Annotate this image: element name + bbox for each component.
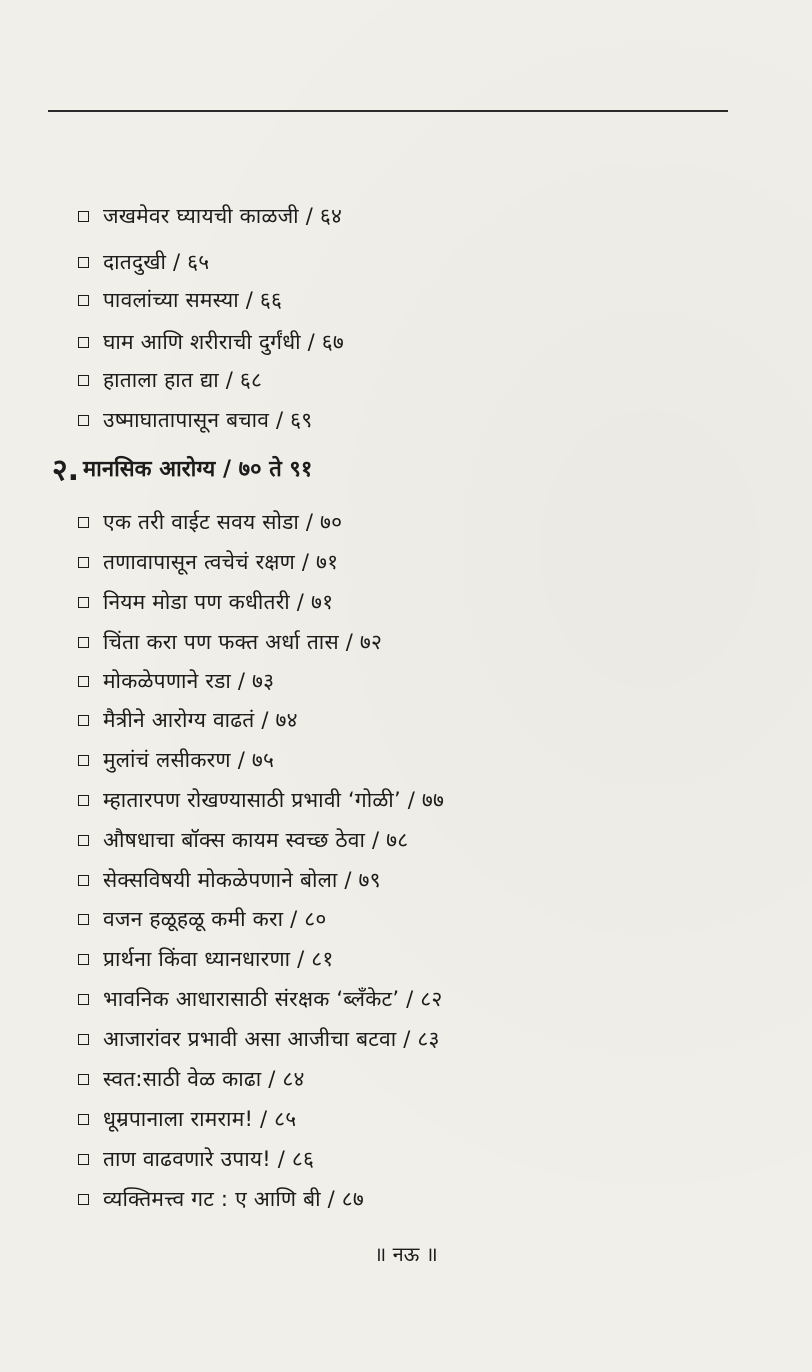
toc-entry [78, 506, 342, 538]
toc-entry [78, 404, 312, 436]
toc-entry-text: आजारांवर प्रभावी असा आजीचा बटवा / ८३ [103, 1027, 440, 1051]
bullet-box-icon [78, 715, 89, 726]
section-number: २. [52, 452, 79, 488]
section-heading [52, 448, 312, 488]
toc-entry [78, 364, 262, 396]
toc-entry [78, 1183, 364, 1215]
toc-entry [78, 626, 382, 658]
bullet-box-icon [78, 1074, 89, 1085]
page-number-footer: ॥ नऊ ॥ [374, 1242, 438, 1266]
bullet-box-icon [78, 1114, 89, 1125]
bullet-box-icon [78, 676, 89, 687]
toc-entry-text: मैत्रीने आरोग्य वाढतं / ७४ [103, 708, 298, 732]
toc-entry-text: ताण वाढवणारे उपाय! / ८६ [103, 1147, 315, 1171]
toc-entry-text: दातदुखी / ६५ [103, 250, 210, 274]
toc-entry-text: म्हातारपण रोखण्यासाठी प्रभावी ‘गोळी’ / ७७ [103, 788, 445, 812]
bullet-box-icon [78, 1154, 89, 1165]
toc-entry-text: मुलांचं लसीकरण / ७५ [103, 748, 275, 772]
toc-entry [78, 784, 444, 816]
bullet-box-icon [78, 795, 89, 806]
toc-entry-text: भावनिक आधारासाठी संरक्षक ‘ब्लँकेट’ / ८२ [103, 987, 443, 1011]
toc-entry [78, 200, 342, 232]
bullet-box-icon [78, 375, 89, 386]
toc-entry-text: व्यक्तिमत्त्व गट : ए आणि बी / ८७ [103, 1187, 365, 1211]
toc-entry [78, 546, 338, 578]
header-rule [48, 110, 728, 112]
toc-entry [78, 246, 209, 278]
bullet-box-icon [78, 875, 89, 886]
toc-entry [78, 1023, 440, 1055]
toc-entry [78, 983, 442, 1015]
bullet-box-icon [78, 415, 89, 426]
toc-entry-text: धूम्रपानाला रामराम! / ८५ [103, 1107, 297, 1131]
bullet-box-icon [78, 914, 89, 925]
section-title: मानसिक आरोग्य / ७० ते ९१ [83, 457, 313, 482]
bullet-box-icon [78, 557, 89, 568]
bullet-box-icon [78, 994, 89, 1005]
bullet-box-icon [78, 835, 89, 846]
toc-entry [78, 326, 344, 358]
toc-entry-text: तणावापासून त्वचेचं रक्षण / ७१ [103, 550, 339, 574]
bullet-box-icon [78, 1194, 89, 1205]
bullet-box-icon [78, 755, 89, 766]
toc-entry [78, 1103, 296, 1135]
bullet-box-icon [78, 337, 89, 348]
bullet-box-icon [78, 257, 89, 268]
toc-entry-text: पावलांच्या समस्या / ६६ [103, 288, 283, 312]
toc-entry-text: वजन हळूहळू कमी करा / ८० [103, 907, 327, 931]
toc-entry [78, 824, 408, 856]
bullet-box-icon [78, 954, 89, 965]
toc-entry [78, 586, 333, 618]
toc-entry [78, 704, 298, 736]
toc-entry [78, 943, 334, 975]
bullet-box-icon [78, 1034, 89, 1045]
toc-entry-text: हाताला हात द्या / ६८ [103, 368, 263, 392]
toc-entry-text: प्रार्थना किंवा ध्यानधारणा / ८१ [103, 947, 334, 971]
toc-entry [78, 864, 381, 896]
toc-entry-text: जखमेवर घ्यायची काळजी / ६४ [103, 204, 343, 228]
toc-entry [78, 1143, 314, 1175]
bullet-box-icon [78, 597, 89, 608]
toc-entry-text: एक तरी वाईट सवय सोडा / ७० [103, 510, 343, 534]
toc-entry-text: घाम आणि शरीराची दुर्गंधी / ६७ [103, 330, 345, 354]
bullet-box-icon [78, 517, 89, 528]
toc-entry [78, 744, 274, 776]
toc-entry [78, 665, 274, 697]
toc-entry [78, 1063, 305, 1095]
bullet-box-icon [78, 211, 89, 222]
toc-entry-text: औषधाचा बॉक्स कायम स्वच्छ ठेवा / ७८ [103, 828, 409, 852]
toc-entry [78, 284, 282, 316]
toc-entry-text: स्वत:साठी वेळ काढा / ८४ [103, 1067, 305, 1091]
toc-entry-text: सेक्सविषयी मोकळेपणाने बोला / ७९ [103, 868, 381, 892]
toc-entry-text: मोकळेपणाने रडा / ७३ [103, 669, 275, 693]
toc-entry-text: नियम मोडा पण कधीतरी / ७१ [103, 590, 334, 614]
toc-entry [78, 903, 327, 935]
bullet-box-icon [78, 637, 89, 648]
toc-entry-text: उष्माघातापासून बचाव / ६९ [103, 408, 313, 432]
bullet-box-icon [78, 295, 89, 306]
toc-entry-text: चिंता करा पण फक्त अर्धा तास / ७२ [103, 630, 383, 654]
